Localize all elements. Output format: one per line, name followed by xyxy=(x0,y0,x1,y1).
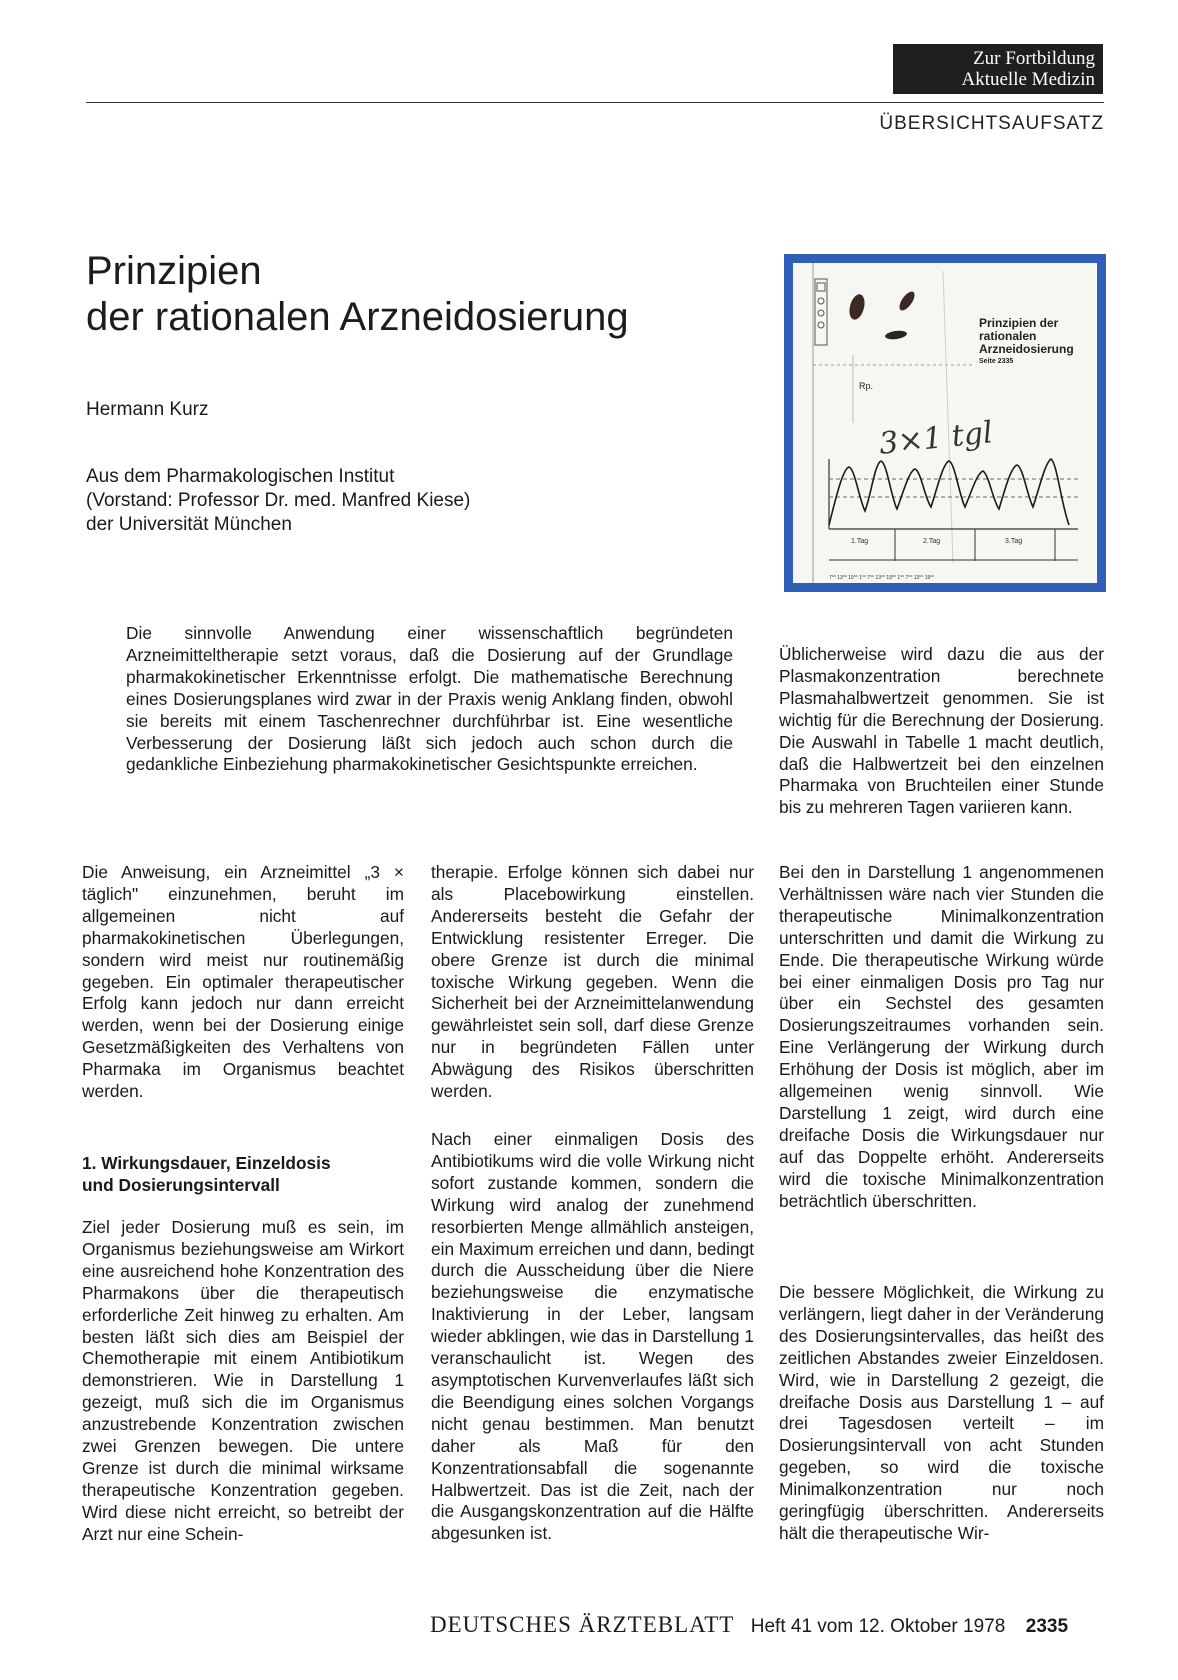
illustration-title xyxy=(979,317,1074,356)
illustration-title-line-2: rationalen xyxy=(979,329,1037,343)
page-number: 2335 xyxy=(1025,1616,1069,1637)
affiliation-line-2: (Vorstand: Professor Dr. med. Manfred Kiese) xyxy=(86,490,471,511)
section-heading-line-1: 1. Wirkungsdauer, Einzeldosis xyxy=(82,1153,331,1173)
badge-line-2: Aktuelle Medizin xyxy=(961,69,1095,90)
issue-info: Heft 41 vom 12. Oktober 1978 xyxy=(750,1616,1006,1637)
section-badge xyxy=(893,44,1103,94)
title-line-1: Prinzipien xyxy=(86,249,262,293)
author-name: Hermann Kurz xyxy=(86,399,209,420)
affiliation-line-3: der Universität München xyxy=(86,514,292,535)
page-footer xyxy=(430,1612,1068,1638)
day-2-label: 2.Tag xyxy=(923,538,941,545)
illustration-paper xyxy=(793,263,1097,583)
body-paragraph: Bei den in Darstellung 1 angenommenen Verhältnissen wäre nach vier Stunden die therapeutische Minimalkonzentration unterschritten und damit die Wirkung zu Ende. Die therapeutische Wirkung würde bei einer einmaligen Dosis pro Tag nur über ein Sechstel des gesamten Dosierungszeitraumes vorhanden sein. Eine Verlängerung der Wirkung durch Erhöhung der Dosis ist möglich, aber im allgemeinen wenig sinnvoll. Wie Darstellung 1 zeigt, wird durch eine dreifache Dosis die Wirkungsdauer nur auf das Doppelte erhöht. Andererseits wird die toxische Minimalkonzentration beträchtlich überschritten. xyxy=(779,862,1104,1211)
section-heading xyxy=(82,1152,331,1196)
section-heading-line-2: und Dosierungsintervall xyxy=(82,1175,280,1195)
day-3-label: 3.Tag xyxy=(1005,538,1023,545)
body-paragraph: Die bessere Möglichkeit, die Wirkung zu verlängern, liegt daher in der Veränderung des Dosierungsintervalles, das heißt des zeitlichen Abstandes zweier Einzeldosen. Wird, wie in Darstellung 2 gezeigt, die dreifache Dosis aus Darstellung 1 – auf drei Tagesdosen verteilt – im Dosierungsintervall von acht Stunden gegeben, so wird die toxische Minimalkonzentration nur noch geringfügig überschritten. Andererseits hält die therapeutische Wir- xyxy=(779,1282,1104,1543)
header-rule xyxy=(86,102,1104,103)
body-paragraph: Die Anweisung, ein Arzneimittel „3 × täglich" einzunehmen, beruht im allgemeinen nicht auf pharmakokinetischen Überlegungen, sondern wird meist nur routinemäßig gegeben. Ein optimaler therapeutischer Erfolg kann jedoch nur dann erreicht werden, wenn bei der Dosierung einige Gesetzmäßigkeiten des Verhaltens von Pharmaka im Organismus beachtet werden. xyxy=(82,862,404,1102)
day-1-label: 1.Tag xyxy=(851,538,869,545)
handwritten-dosage: 3×1 tgl xyxy=(877,415,995,462)
body-paragraph: Nach einer einmaligen Dosis des Antibiotikums wird die volle Wirkung nicht sofort zustande kommen, sondern die Wirkung wird analog der zunehmend resorbierten Menge allmählich ansteigen, ein Maximum erreichen und dann, bedingt durch die Ausscheidung über die Niere beziehungsweise die enzymatische Inaktivierung in der Leber, langsam wieder abklingen, wie das in Darstellung 1 veranschaulicht ist. Wegen des asymptotischen Kurvenverlaufes läßt sich die Beendigung eines solchen Vorgangs nicht genau bestimmen. Man benutzt daher als Maß für den Konzentrationsabfall die sogenannte Halbwertzeit. Das ist die Zeit, nach der die Ausgangskonzentration auf die Hälfte abgesunken ist. xyxy=(431,1129,754,1544)
illustration-title-line-1: Prinzipien der xyxy=(979,316,1059,330)
badge-line-1: Zur Fortbildung xyxy=(973,48,1095,69)
abstract-paragraph: Die sinnvolle Anwendung einer wissenschaftlich begründeten Arzneimitteltherapie setzt voraus, daß die Dosierung auf der Grundlage pharmakokinetischer Erkenntnisse erfolgt. Die mathematische Berechnung eines Dosierungsplanes wird zwar in der Praxis wenig Anklang finden, obwohl sie bereits mit einem Taschenrechner durchführbar ist. Eine wesentliche Verbesserung der Dosierung läßt sich jedoch auch schon durch die gedankliche Einbeziehung pharmakokinetischer Gesichtspunkte erreichen. xyxy=(126,623,733,775)
section-label: ÜBERSICHTSAUFSATZ xyxy=(879,113,1104,134)
body-paragraph: therapie. Erfolge können sich dabei nur als Placebowirkung einstellen. Andererseits besteht die Gefahr der Entwicklung resistenter Erreger. Die obere Grenze ist durch die minimal toxische Wirkung gegeben. Wenn die Sicherheit bei der Arzneimittelanwendung gewährleistet sein soll, darf diese Grenze nur in begründeten Fällen unter Abwägung des Risikos überschritten werden. xyxy=(431,862,754,1102)
prescription-label: Rp. xyxy=(859,381,874,391)
illustration-page-ref: Seite 2335 xyxy=(979,358,1014,365)
affiliation xyxy=(86,465,470,537)
time-axis-labels: 7⁰⁰ 13⁰⁰ 19⁰⁰ 1⁰⁰ 7⁰⁰ 13⁰⁰ 19⁰⁰ 1⁰⁰ 7⁰⁰ 13⁰⁰ 19⁰⁰ xyxy=(829,575,935,581)
illustration-title-line-3: Arzneidosierung xyxy=(979,342,1074,356)
body-paragraph: Üblicherweise wird dazu die aus der Plasmakonzentration berechnete Plasmahalbwertzeit genommen. Sie ist wichtig für die Berechnung der Dosierung. Die Auswahl in Tabelle 1 macht deutlich, daß die Halbwertzeit bei den einzelnen Pharmaka von Bruchteilen einer Stunde bis zu mehreren Tagen variieren kann. xyxy=(779,644,1104,818)
body-paragraph: Ziel jeder Dosierung muß es sein, im Organismus beziehungsweise am Wirkort eine ausreichend hohe Konzentration des Pharmakons über die therapeutisch erforderliche Zeit hinweg zu erhalten. Am besten läßt sich dies am Beispiel der Chemotherapie mit einem Antibiotikum demonstrieren. Wie in Darstellung 1 gezeigt, muß sich die im Organismus anzustrebende Konzentration zwischen zwei Grenzen bewegen. Die untere Grenze ist durch die minimal wirksame therapeutische Konzentration gegeben. Wird diese nicht erreicht, so betreibt der Arzt nur eine Schein- xyxy=(82,1217,404,1544)
article-title xyxy=(86,248,629,340)
cover-illustration xyxy=(784,254,1106,592)
title-line-2: der rationalen Arzneidosierung xyxy=(86,295,629,339)
affiliation-line-1: Aus dem Pharmakologischen Institut xyxy=(86,466,395,487)
journal-name: DEUTSCHES ÄRZTEBLATT xyxy=(430,1612,735,1637)
